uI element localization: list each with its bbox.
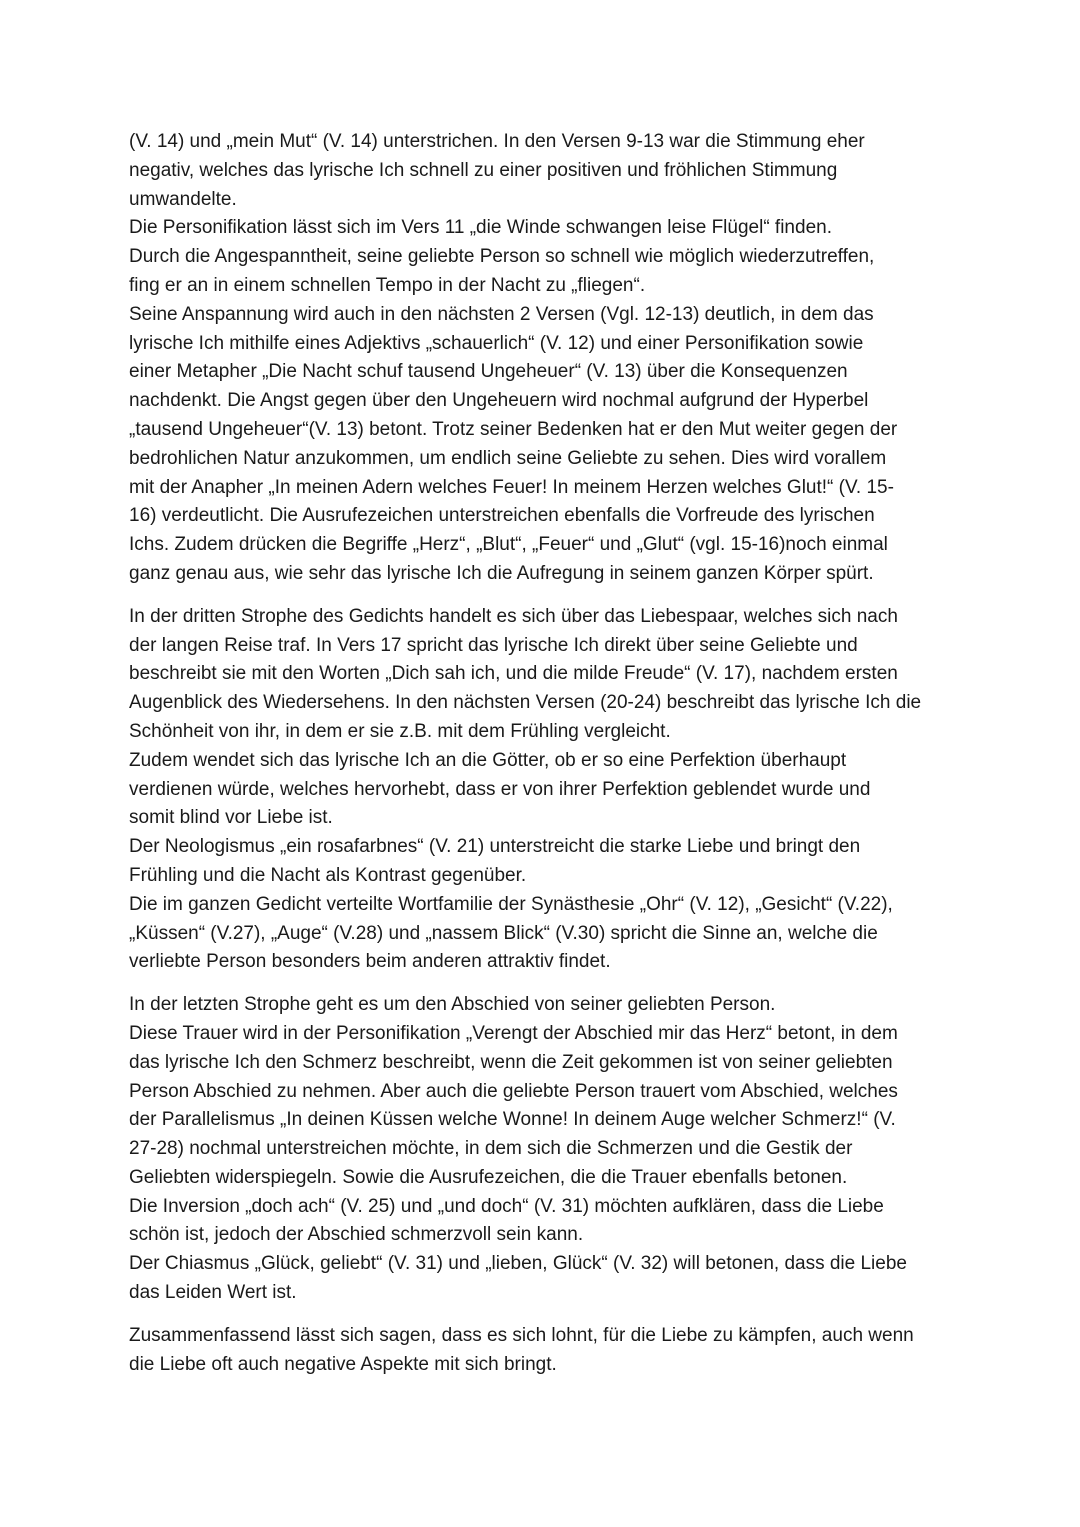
- text-line: umwandelte.: [129, 188, 237, 210]
- text-line: die Liebe oft auch negative Aspekte mit sich bringt.: [129, 1353, 557, 1375]
- text-line: das Leiden Wert ist.: [129, 1282, 297, 1304]
- text-line: In der letzten Strophe geht es um den Abschied von seiner geliebten Person.: [129, 994, 776, 1016]
- text-line: „tausend Ungeheuer“(V. 13) betont. Trotz seiner Bedenken hat er den Mut weiter gegen der: [129, 418, 898, 440]
- text-line: nachdenkt. Die Angst gegen über den Ungeheuern wird nochmal aufgrund der Hyperbel: [129, 390, 869, 412]
- text-line: Ichs. Zudem drücken die Begriffe „Herz“, „Blut“, „Feuer“ und „Glut“ (vgl. 15-16)noch einmal: [129, 534, 888, 556]
- text-line: Die im ganzen Gedicht verteilte Wortfamilie der Synästhesie „Ohr“ (V. 12), „Gesicht“ (V.22),: [129, 893, 893, 915]
- text-line: bedrohlichen Natur anzukommen, um endlich seine Geliebte zu sehen. Dies wird vorallem: [129, 447, 887, 469]
- body-paragraph: [129, 1322, 961, 1380]
- text-line: 27-28) nochmal unterstreichen möchte, in dem sich die Schmerzen und die Gestik der: [129, 1138, 853, 1160]
- text-line: (V. 14) und „mein Mut“ (V. 14) unterstrichen. In den Versen 9-13 war die Stimmung eher: [129, 131, 865, 152]
- text-line: Person Abschied zu nehmen. Aber auch die geliebte Person trauert vom Abschied, welches: [129, 1080, 898, 1102]
- text-line: beschreibt sie mit den Worten „Dich sah ich, und die milde Freude“ (V. 17), nachdem ersten: [129, 663, 898, 685]
- text-line: Die Inversion „doch ach“ (V. 25) und „und doch“ (V. 31) möchten aufklären, dass die Liebe: [129, 1195, 884, 1217]
- text-line: In der dritten Strophe des Gedichts handelt es sich über das Liebespaar, welches sich nach: [129, 605, 898, 627]
- text-line: verdienen würde, welches hervorhebt, dass er von ihrer Perfektion geblendet wurde und: [129, 778, 871, 800]
- text-line: das lyrische Ich den Schmerz beschreibt, wenn die Zeit gekommen ist von seiner geliebten: [129, 1051, 893, 1073]
- text-line: Zudem wendet sich das lyrische Ich an die Götter, ob er so eine Perfektion überhaupt: [129, 749, 847, 771]
- text-line: schön ist, jedoch der Abschied schmerzvoll sein kann.: [129, 1224, 584, 1246]
- text-line: somit blind vor Liebe ist.: [129, 807, 333, 829]
- text-line: lyrische Ich mithilfe eines Adjektivs „schauerlich“ (V. 12) und einer Personifikation sowie: [129, 332, 864, 354]
- text-line: Schönheit von ihr, in dem er sie z.B. mit dem Frühling vergleicht.: [129, 720, 671, 742]
- text-line: Der Chiasmus „Glück, geliebt“ (V. 31) und „lieben, Glück“ (V. 32) will betonen, dass die Liebe: [129, 1253, 907, 1275]
- text-line: negativ, welches das lyrische Ich schnell zu einer positiven und fröhlichen Stimmung: [129, 159, 838, 181]
- text-line: der langen Reise traf. In Vers 17 spricht das lyrische Ich direkt über seine Geliebte und: [129, 634, 858, 656]
- text-line: ganz genau aus, wie sehr das lyrische Ich die Aufregung in seinem ganzen Körper spürt.: [129, 562, 874, 584]
- text-line: Der Neologismus „ein rosafarbnes“ (V. 21) unterstreicht die starke Liebe und bringt den: [129, 836, 861, 858]
- text-line: „Küssen“ (V.27), „Auge“ (V.28) und „nassem Blick“ (V.30) spricht die Sinne an, welche die: [129, 922, 878, 944]
- text-line: der Parallelismus „In deinen Küssen welche Wonne! In deinem Auge welcher Schmerz!“ (V.: [129, 1109, 896, 1131]
- text-line: verliebte Person besonders beim anderen attraktiv findet.: [129, 951, 611, 973]
- text-line: Frühling und die Nacht als Kontrast gegenüber.: [129, 864, 527, 886]
- text-line: fing er an in einem schnellen Tempo in der Nacht zu „fliegen“.: [129, 274, 646, 296]
- text-line: Augenblick des Wiedersehens. In den nächsten Versen (20-24) beschreibt das lyrische Ich die: [129, 692, 922, 714]
- text-line: einer Metapher „Die Nacht schuf tausend Ungeheuer“ (V. 13) über die Konsequenzen: [129, 361, 848, 383]
- text-line: Die Personifikation lässt sich im Vers 11 „die Winde schwangen leise Flügel“ finden.: [129, 217, 832, 239]
- body-paragraph: [129, 603, 961, 977]
- text-line: mit der Anapher „In meinen Adern welches Feuer! In meinem Herzen welches Glut!“ (V. 15-: [129, 476, 894, 498]
- text-line: Durch die Angespanntheit, seine geliebte Person so schnell wie möglich wiederzutreffen,: [129, 246, 875, 268]
- text-line: Geliebten widerspiegeln. Sowie die Ausrufezeichen, die die Trauer ebenfalls betonen.: [129, 1166, 848, 1188]
- body-paragraph: [129, 128, 961, 589]
- body-paragraph: [129, 991, 961, 1308]
- text-line: 16) verdeutlicht. Die Ausrufezeichen unterstreichen ebenfalls die Vorfreude des lyrischen: [129, 505, 875, 527]
- text-line: Diese Trauer wird in der Personifikation „Verengt der Abschied mir das Herz“ betont, in dem: [129, 1022, 898, 1044]
- text-line: Zusammenfassend lässt sich sagen, dass es sich lohnt, für die Liebe zu kämpfen, auch wenn: [129, 1324, 914, 1346]
- document-page: [129, 128, 961, 1393]
- text-line: Seine Anspannung wird auch in den nächsten 2 Versen (Vgl. 12-13) deutlich, in dem das: [129, 303, 874, 325]
